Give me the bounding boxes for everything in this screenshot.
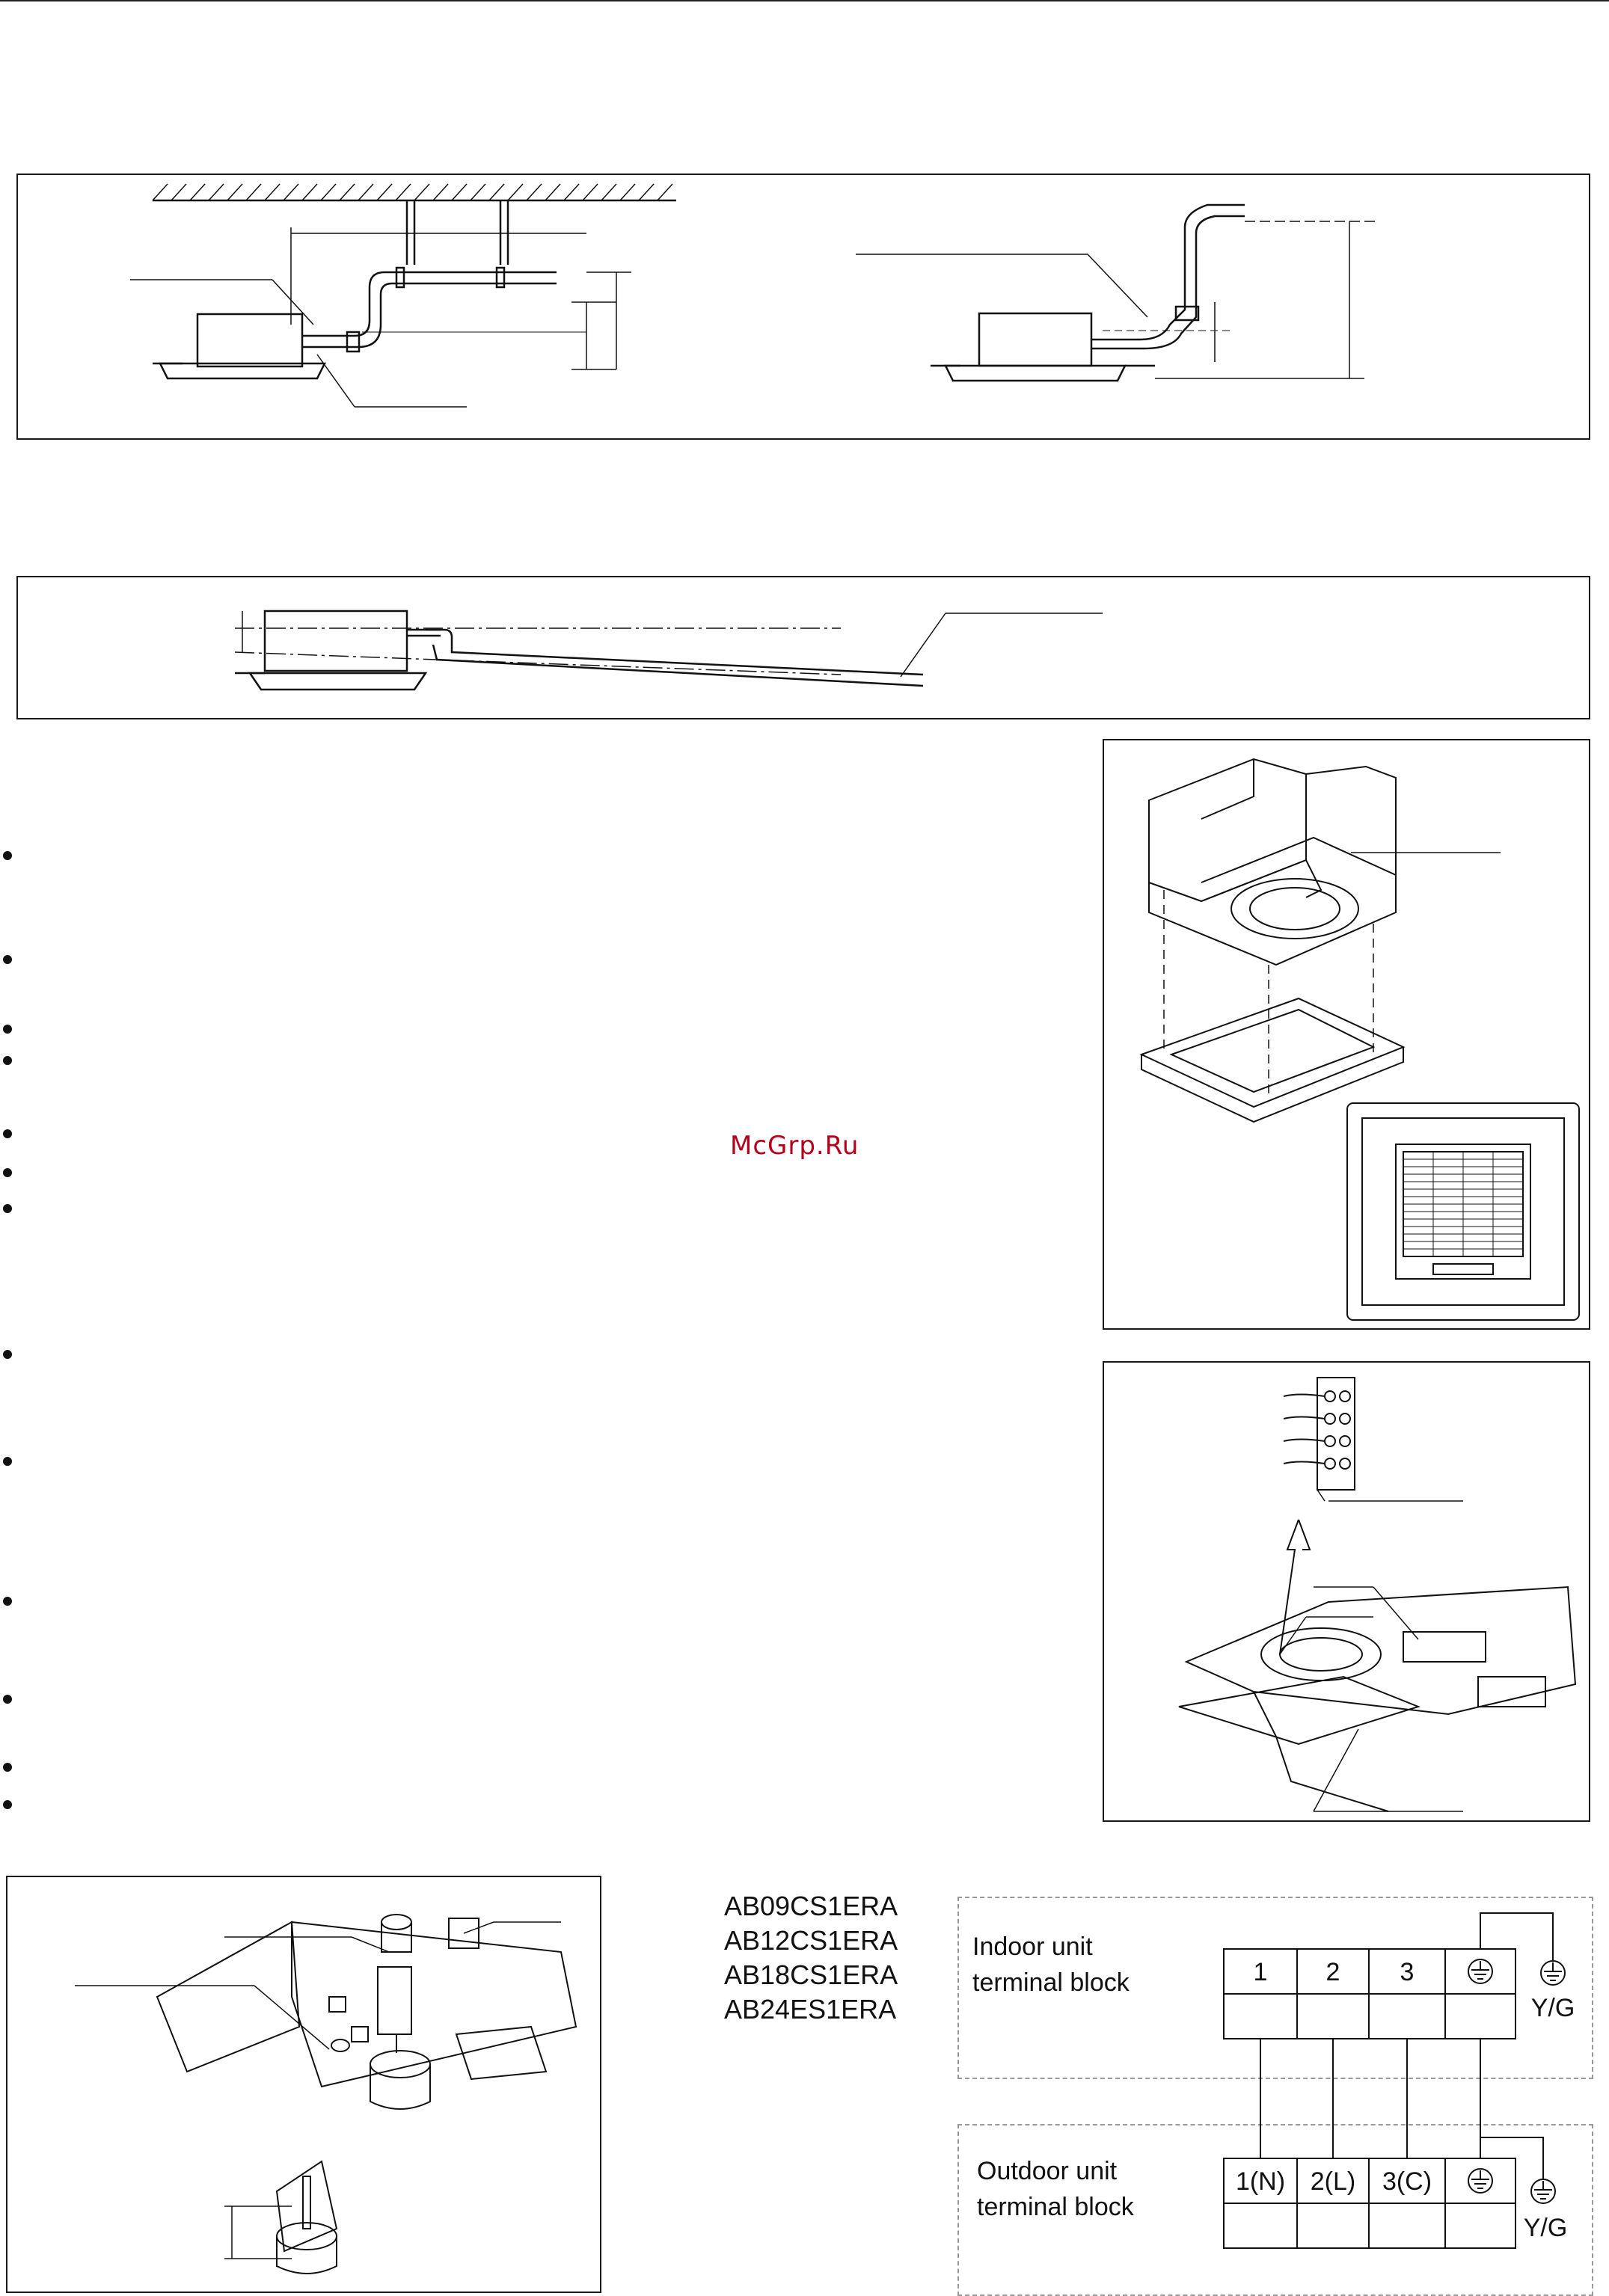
ground-symbol-indoor-cell [1468,1959,1492,1983]
terminal-location-figure [1103,1361,1590,1822]
bullet-5 [3,1129,12,1138]
bullet-3 [3,1025,12,1034]
model-2: AB12CS1ERA [724,1925,898,1956]
outdoor-terminal-1: 1(N) [1235,2167,1286,2196]
ceiling-hatch [153,184,672,200]
model-3: AB18CS1ERA [724,1959,898,1990]
panel-install-figure [1103,739,1590,1330]
watermark-text: McGrp.Ru [730,1131,859,1161]
indoor-terminal-3: 3 [1400,1958,1415,1986]
model-1: AB09CS1ERA [724,1891,898,1921]
wiring-schematic [950,1892,1593,2293]
bullet-8 [3,1350,12,1359]
top-rule [0,0,1609,1]
indoor-terminal-2: 2 [1325,1958,1340,1986]
bullet-9 [3,1457,12,1466]
drain-slope-diagram [18,577,1592,721]
model-4: AB24ES1ERA [724,1994,897,2025]
drain-slope-figure [16,576,1590,719]
bullet-11 [3,1695,12,1704]
wiring-diagram [950,1892,1593,2293]
bullet-6 [3,1168,12,1177]
bullet-7 [3,1204,12,1213]
outdoor-label-line2: terminal block [977,2193,1134,2221]
indoor-label-line1: Indoor unit [972,1933,1093,1961]
bullet-2 [3,955,12,964]
bullet-4 [3,1056,12,1065]
ground-symbol-outdoor-cell [1468,2169,1492,2193]
drain-piping-diagram [18,175,1592,441]
indoor-terminal-1: 1 [1253,1958,1268,1986]
indoor-label-line2: terminal block [972,1968,1130,1997]
outdoor-terminal-2: 2(L) [1310,2167,1356,2196]
ground-symbol-outdoor-external [1531,2179,1555,2203]
bullet-1 [3,851,12,860]
outdoor-label-line1: Outdoor unit [977,2157,1118,2185]
drain-piping-figure [16,174,1590,440]
ground-symbol-indoor-external [1541,1961,1565,1985]
ground-label-indoor: Y/G [1530,1994,1575,2022]
drain-pump-figure [6,1876,601,2293]
terminal-location-diagram [1104,1363,1592,1823]
bullet-10 [3,1597,12,1606]
ground-label-outdoor: Y/G [1523,2214,1568,2242]
bullet-13 [3,1800,12,1809]
bullet-12 [3,1763,12,1772]
drain-pump-diagram [7,1877,603,2295]
panel-install-diagram [1104,740,1592,1331]
outdoor-terminal-3: 3(C) [1382,2167,1432,2196]
